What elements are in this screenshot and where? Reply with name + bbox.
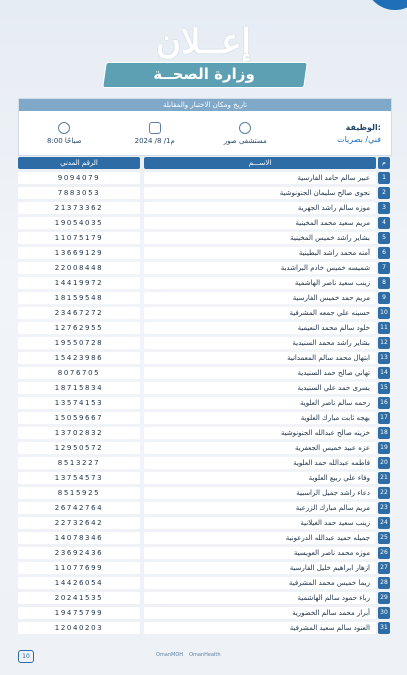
civil-number-cell: 19475799 bbox=[18, 607, 140, 619]
exam-info-heading: تاريخ ومكان الاختبار والمقابلة bbox=[19, 99, 391, 111]
civil-number-cell: 22732642 bbox=[18, 517, 140, 529]
table-header bbox=[18, 157, 390, 169]
name-cell: يسرى حمد علي السنيدية bbox=[144, 382, 376, 394]
name-cell: حسينه علي جمعه المشرفية bbox=[144, 307, 376, 319]
number-header: م bbox=[378, 157, 390, 169]
clock-icon bbox=[58, 122, 70, 134]
row-number-cell: 16 bbox=[378, 397, 390, 409]
row-number-cell: 24 bbox=[378, 517, 390, 529]
social-handle-b[interactable]: OmanHealth bbox=[189, 652, 221, 658]
name-cell: بشاير راشد محمد السنيدية bbox=[144, 337, 376, 349]
name-cell: خزينه صالح عبدالله الجنونوشية bbox=[144, 427, 376, 439]
row-number-cell: 31 bbox=[378, 622, 390, 634]
table-row bbox=[18, 547, 390, 559]
table-row bbox=[18, 277, 390, 289]
location-cell bbox=[200, 111, 291, 155]
name-cell: العنود سالم سعيد المشرفية bbox=[144, 622, 376, 634]
name-header: الاســـم bbox=[144, 157, 376, 169]
table-row bbox=[18, 172, 390, 184]
row-number-cell: 1 bbox=[378, 172, 390, 184]
time-cell bbox=[19, 111, 110, 155]
row-number-cell: 4 bbox=[378, 217, 390, 229]
name-cell: عزه عبيد خميس الجعفرية bbox=[144, 442, 376, 454]
civil-number-cell: 13754573 bbox=[18, 472, 140, 484]
table-row bbox=[18, 607, 390, 619]
row-number-cell: 17 bbox=[378, 412, 390, 424]
exam-date: 2024 /8 /1م bbox=[134, 136, 175, 145]
civil-number-cell: 21373362 bbox=[18, 202, 140, 214]
name-cell: خلود سالم محمد النعيمية bbox=[144, 322, 376, 334]
job-cell bbox=[291, 111, 392, 155]
row-number-cell: 3 bbox=[378, 202, 390, 214]
row-number-cell: 13 bbox=[378, 352, 390, 364]
table-row bbox=[18, 292, 390, 304]
table-row bbox=[18, 247, 390, 259]
civil-number-cell: 11075179 bbox=[18, 232, 140, 244]
name-cell: آمنه محمد راشد البطينية bbox=[144, 247, 376, 259]
table-row bbox=[18, 322, 390, 334]
civil-number-cell: 18159548 bbox=[18, 292, 140, 304]
table-row bbox=[18, 412, 390, 424]
row-number-cell: 2 bbox=[378, 187, 390, 199]
table-row bbox=[18, 562, 390, 574]
row-number-cell: 18 bbox=[378, 427, 390, 439]
name-cell: جميله حميد عبدالله الدرعونية bbox=[144, 532, 376, 544]
location-pin-icon bbox=[239, 122, 251, 134]
table-row bbox=[18, 622, 390, 634]
civil-number-cell: 13669129 bbox=[18, 247, 140, 259]
name-cell: مريم سالم مبارك الزرعية bbox=[144, 502, 376, 514]
civil-number-cell: 23467272 bbox=[18, 307, 140, 319]
civil-number-cell: 11077699 bbox=[18, 562, 140, 574]
civil-number-cell: 7883053 bbox=[18, 187, 140, 199]
table-row bbox=[18, 307, 390, 319]
name-cell: نجوى صالح سليمان الجنونوشية bbox=[144, 187, 376, 199]
civil-number-cell: 12950572 bbox=[18, 442, 140, 454]
social-links bbox=[156, 652, 221, 658]
table-row bbox=[18, 397, 390, 409]
name-cell: زينب سعيد ناصر الهاشمية bbox=[144, 277, 376, 289]
table-row bbox=[18, 472, 390, 484]
row-number-cell: 15 bbox=[378, 382, 390, 394]
civil-number-cell: 14419972 bbox=[18, 277, 140, 289]
civil-number-cell: 18715834 bbox=[18, 382, 140, 394]
civil-number-cell: 26742764 bbox=[18, 502, 140, 514]
name-cell: فاطمه عبدالله حمد العلوية bbox=[144, 457, 376, 469]
civil-number-cell: 19550728 bbox=[18, 337, 140, 349]
name-cell: دعاء راشد جميل الراسبية bbox=[144, 487, 376, 499]
table-row bbox=[18, 577, 390, 589]
name-cell: مريم سعيد محمد المخينية bbox=[144, 217, 376, 229]
civil-number-cell: 8513227 bbox=[18, 457, 140, 469]
civil-number-cell: 20241535 bbox=[18, 592, 140, 604]
civil-number-cell: 8076705 bbox=[18, 367, 140, 379]
civil-number-cell: 23692436 bbox=[18, 547, 140, 559]
table-row bbox=[18, 532, 390, 544]
ministry-name: وزارة الصحــة bbox=[153, 65, 255, 83]
row-number-cell: 5 bbox=[378, 232, 390, 244]
table-row bbox=[18, 592, 390, 604]
table-row bbox=[18, 487, 390, 499]
civil-number-cell: 9094079 bbox=[18, 172, 140, 184]
civil-number-cell: 14426054 bbox=[18, 577, 140, 589]
exam-location: مستشفى صور bbox=[223, 136, 267, 145]
name-cell: شميسه خميس خادم البراشدية bbox=[144, 262, 376, 274]
social-handle-a[interactable]: OmanMOH bbox=[156, 652, 184, 658]
table-row bbox=[18, 367, 390, 379]
row-number-cell: 28 bbox=[378, 577, 390, 589]
name-cell: عبير سالم حامد الفارسية bbox=[144, 172, 376, 184]
table-row bbox=[18, 442, 390, 454]
name-cell: رحمه سالم ناصر العلوية bbox=[144, 397, 376, 409]
row-number-cell: 26 bbox=[378, 547, 390, 559]
page-title: إعــلان bbox=[156, 22, 251, 62]
table-row bbox=[18, 427, 390, 439]
civil-number-cell: 13702832 bbox=[18, 427, 140, 439]
civil-number-cell: 14078346 bbox=[18, 532, 140, 544]
civil-number-cell: 12762955 bbox=[18, 322, 140, 334]
calendar-icon bbox=[149, 122, 161, 134]
table-row bbox=[18, 502, 390, 514]
table-row bbox=[18, 337, 390, 349]
name-cell: موزه محمد ناصر العويسية bbox=[144, 547, 376, 559]
name-cell: ازهار ابراهيم خليل الفارسية bbox=[144, 562, 376, 574]
row-number-cell: 8 bbox=[378, 277, 390, 289]
civil-number-header: الرقم المدني bbox=[18, 157, 140, 169]
row-number-cell: 29 bbox=[378, 592, 390, 604]
name-cell: ابتهال محمد سالم المعمدانية bbox=[144, 352, 376, 364]
table-row bbox=[18, 232, 390, 244]
name-cell: تهاني صالح حمد السنيدية bbox=[144, 367, 376, 379]
corner-decoration bbox=[365, 0, 407, 10]
footer bbox=[0, 651, 407, 663]
table-row bbox=[18, 457, 390, 469]
job-label: الوظيفة: bbox=[345, 122, 381, 132]
name-cell: وفاء علي ربيع العلوية bbox=[144, 472, 376, 484]
civil-number-cell: 19054035 bbox=[18, 217, 140, 229]
name-cell: بهجه ثابت مبارك العلوية bbox=[144, 412, 376, 424]
row-number-cell: 10 bbox=[378, 307, 390, 319]
page-number: 10 bbox=[18, 650, 34, 663]
name-cell: رباء حمود سالم الهاشمية bbox=[144, 592, 376, 604]
name-cell: ريما خميس محمد المشرفية bbox=[144, 577, 376, 589]
table-row bbox=[18, 517, 390, 529]
table-row bbox=[18, 382, 390, 394]
civil-number-cell: 13574153 bbox=[18, 397, 140, 409]
row-number-cell: 6 bbox=[378, 247, 390, 259]
civil-number-cell: 8515925 bbox=[18, 487, 140, 499]
row-number-cell: 9 bbox=[378, 292, 390, 304]
civil-number-cell: 15423986 bbox=[18, 352, 140, 364]
civil-number-cell: 22008448 bbox=[18, 262, 140, 274]
date-cell bbox=[110, 111, 201, 155]
row-number-cell: 19 bbox=[378, 442, 390, 454]
candidates-table bbox=[18, 157, 390, 637]
name-cell: زينب سعيد حمد الغيلانية bbox=[144, 517, 376, 529]
name-cell: بشاير راشد خميس المخينية bbox=[144, 232, 376, 244]
civil-number-cell: 15059667 bbox=[18, 412, 140, 424]
row-number-cell: 21 bbox=[378, 472, 390, 484]
name-cell: موزه سالم راشد الجهرية bbox=[144, 202, 376, 214]
table-body bbox=[18, 172, 390, 634]
table-row bbox=[18, 262, 390, 274]
row-number-cell: 7 bbox=[378, 262, 390, 274]
job-value: فني/ بصريات bbox=[337, 134, 381, 144]
row-number-cell: 25 bbox=[378, 532, 390, 544]
row-number-cell: 30 bbox=[378, 607, 390, 619]
exam-info-card bbox=[18, 98, 392, 156]
table-row bbox=[18, 187, 390, 199]
table-row bbox=[18, 352, 390, 364]
row-number-cell: 11 bbox=[378, 322, 390, 334]
row-number-cell: 12 bbox=[378, 337, 390, 349]
exam-time: 8:00 صباحًا bbox=[46, 136, 82, 145]
civil-number-cell: 12040203 bbox=[18, 622, 140, 634]
table-row bbox=[18, 202, 390, 214]
row-number-cell: 27 bbox=[378, 562, 390, 574]
name-cell: مريم حمد خميس الفارسية bbox=[144, 292, 376, 304]
row-number-cell: 14 bbox=[378, 367, 390, 379]
table-row bbox=[18, 217, 390, 229]
row-number-cell: 22 bbox=[378, 487, 390, 499]
row-number-cell: 20 bbox=[378, 457, 390, 469]
row-number-cell: 23 bbox=[378, 502, 390, 514]
name-cell: أبرار محمد سالم الخضورية bbox=[144, 607, 376, 619]
